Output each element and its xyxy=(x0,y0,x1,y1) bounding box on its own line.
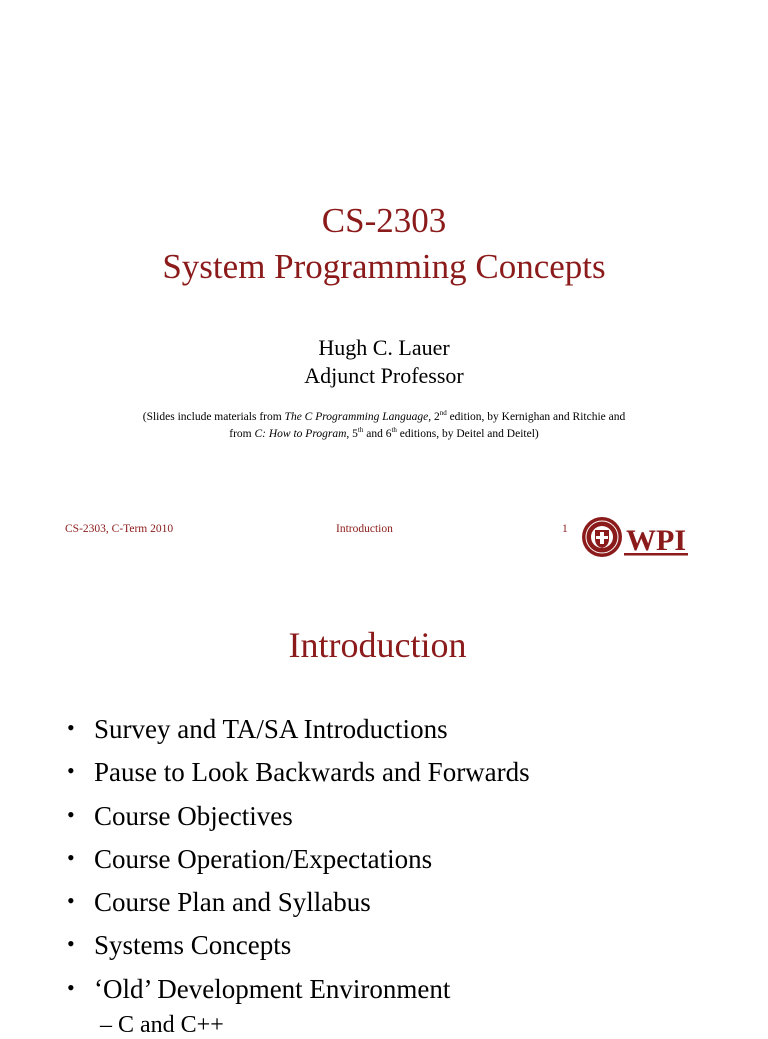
agenda-item: • Survey and TA/SA Introductions xyxy=(62,708,530,751)
author-title: Adjunct Professor xyxy=(304,363,464,388)
slide-title: Introduction xyxy=(288,625,467,665)
bullet-icon: • xyxy=(67,931,75,957)
credits-line-2: from C: How to Program, 5th and 6th editions, by Deitel and Deitel) xyxy=(229,426,539,440)
bullet-icon: • xyxy=(67,974,75,1000)
agenda-sub-item: – C and C++ xyxy=(100,1012,224,1038)
bullet-icon: • xyxy=(67,758,75,784)
slide-title-block xyxy=(0,198,768,290)
course-title: System Programming Concepts xyxy=(162,247,606,286)
course-code: CS-2303 xyxy=(321,201,447,240)
agenda-item: • Course Operation/Expectations xyxy=(62,838,530,881)
agenda-item: • ‘Old’ Development Environment xyxy=(62,968,530,1011)
bullet-icon: • xyxy=(67,888,75,914)
book-title-deitel: C: How to Program xyxy=(254,428,347,440)
introduction-slide xyxy=(0,576,768,1038)
author-name: Hugh C. Lauer xyxy=(318,335,450,360)
agenda-item: • Systems Concepts xyxy=(62,924,530,967)
bullet-icon: • xyxy=(67,715,75,740)
agenda-list xyxy=(62,708,530,1011)
book-title-kr: The C Programming Language xyxy=(284,411,429,423)
wpi-logo-text: WPI xyxy=(626,524,686,557)
agenda-item: • Course Plan and Syllabus xyxy=(62,881,530,924)
footer-course-term: CS-2303, C-Term 2010 xyxy=(65,523,174,535)
footer-section: Introduction xyxy=(336,523,393,535)
bullet-icon: • xyxy=(67,844,75,870)
credits-note xyxy=(0,409,768,443)
credits-line-1: (Slides include materials from The C Programming Language, 2nd edition, by Kernighan and Ritchie and xyxy=(142,409,626,423)
author-block xyxy=(0,334,768,390)
wpi-logo xyxy=(580,514,692,560)
footer-page-number: 1 xyxy=(562,523,568,535)
agenda-item: • Pause to Look Backwards and Forwards xyxy=(62,751,530,794)
bullet-icon: • xyxy=(67,801,75,827)
agenda-item: • Course Objectives xyxy=(62,795,530,838)
